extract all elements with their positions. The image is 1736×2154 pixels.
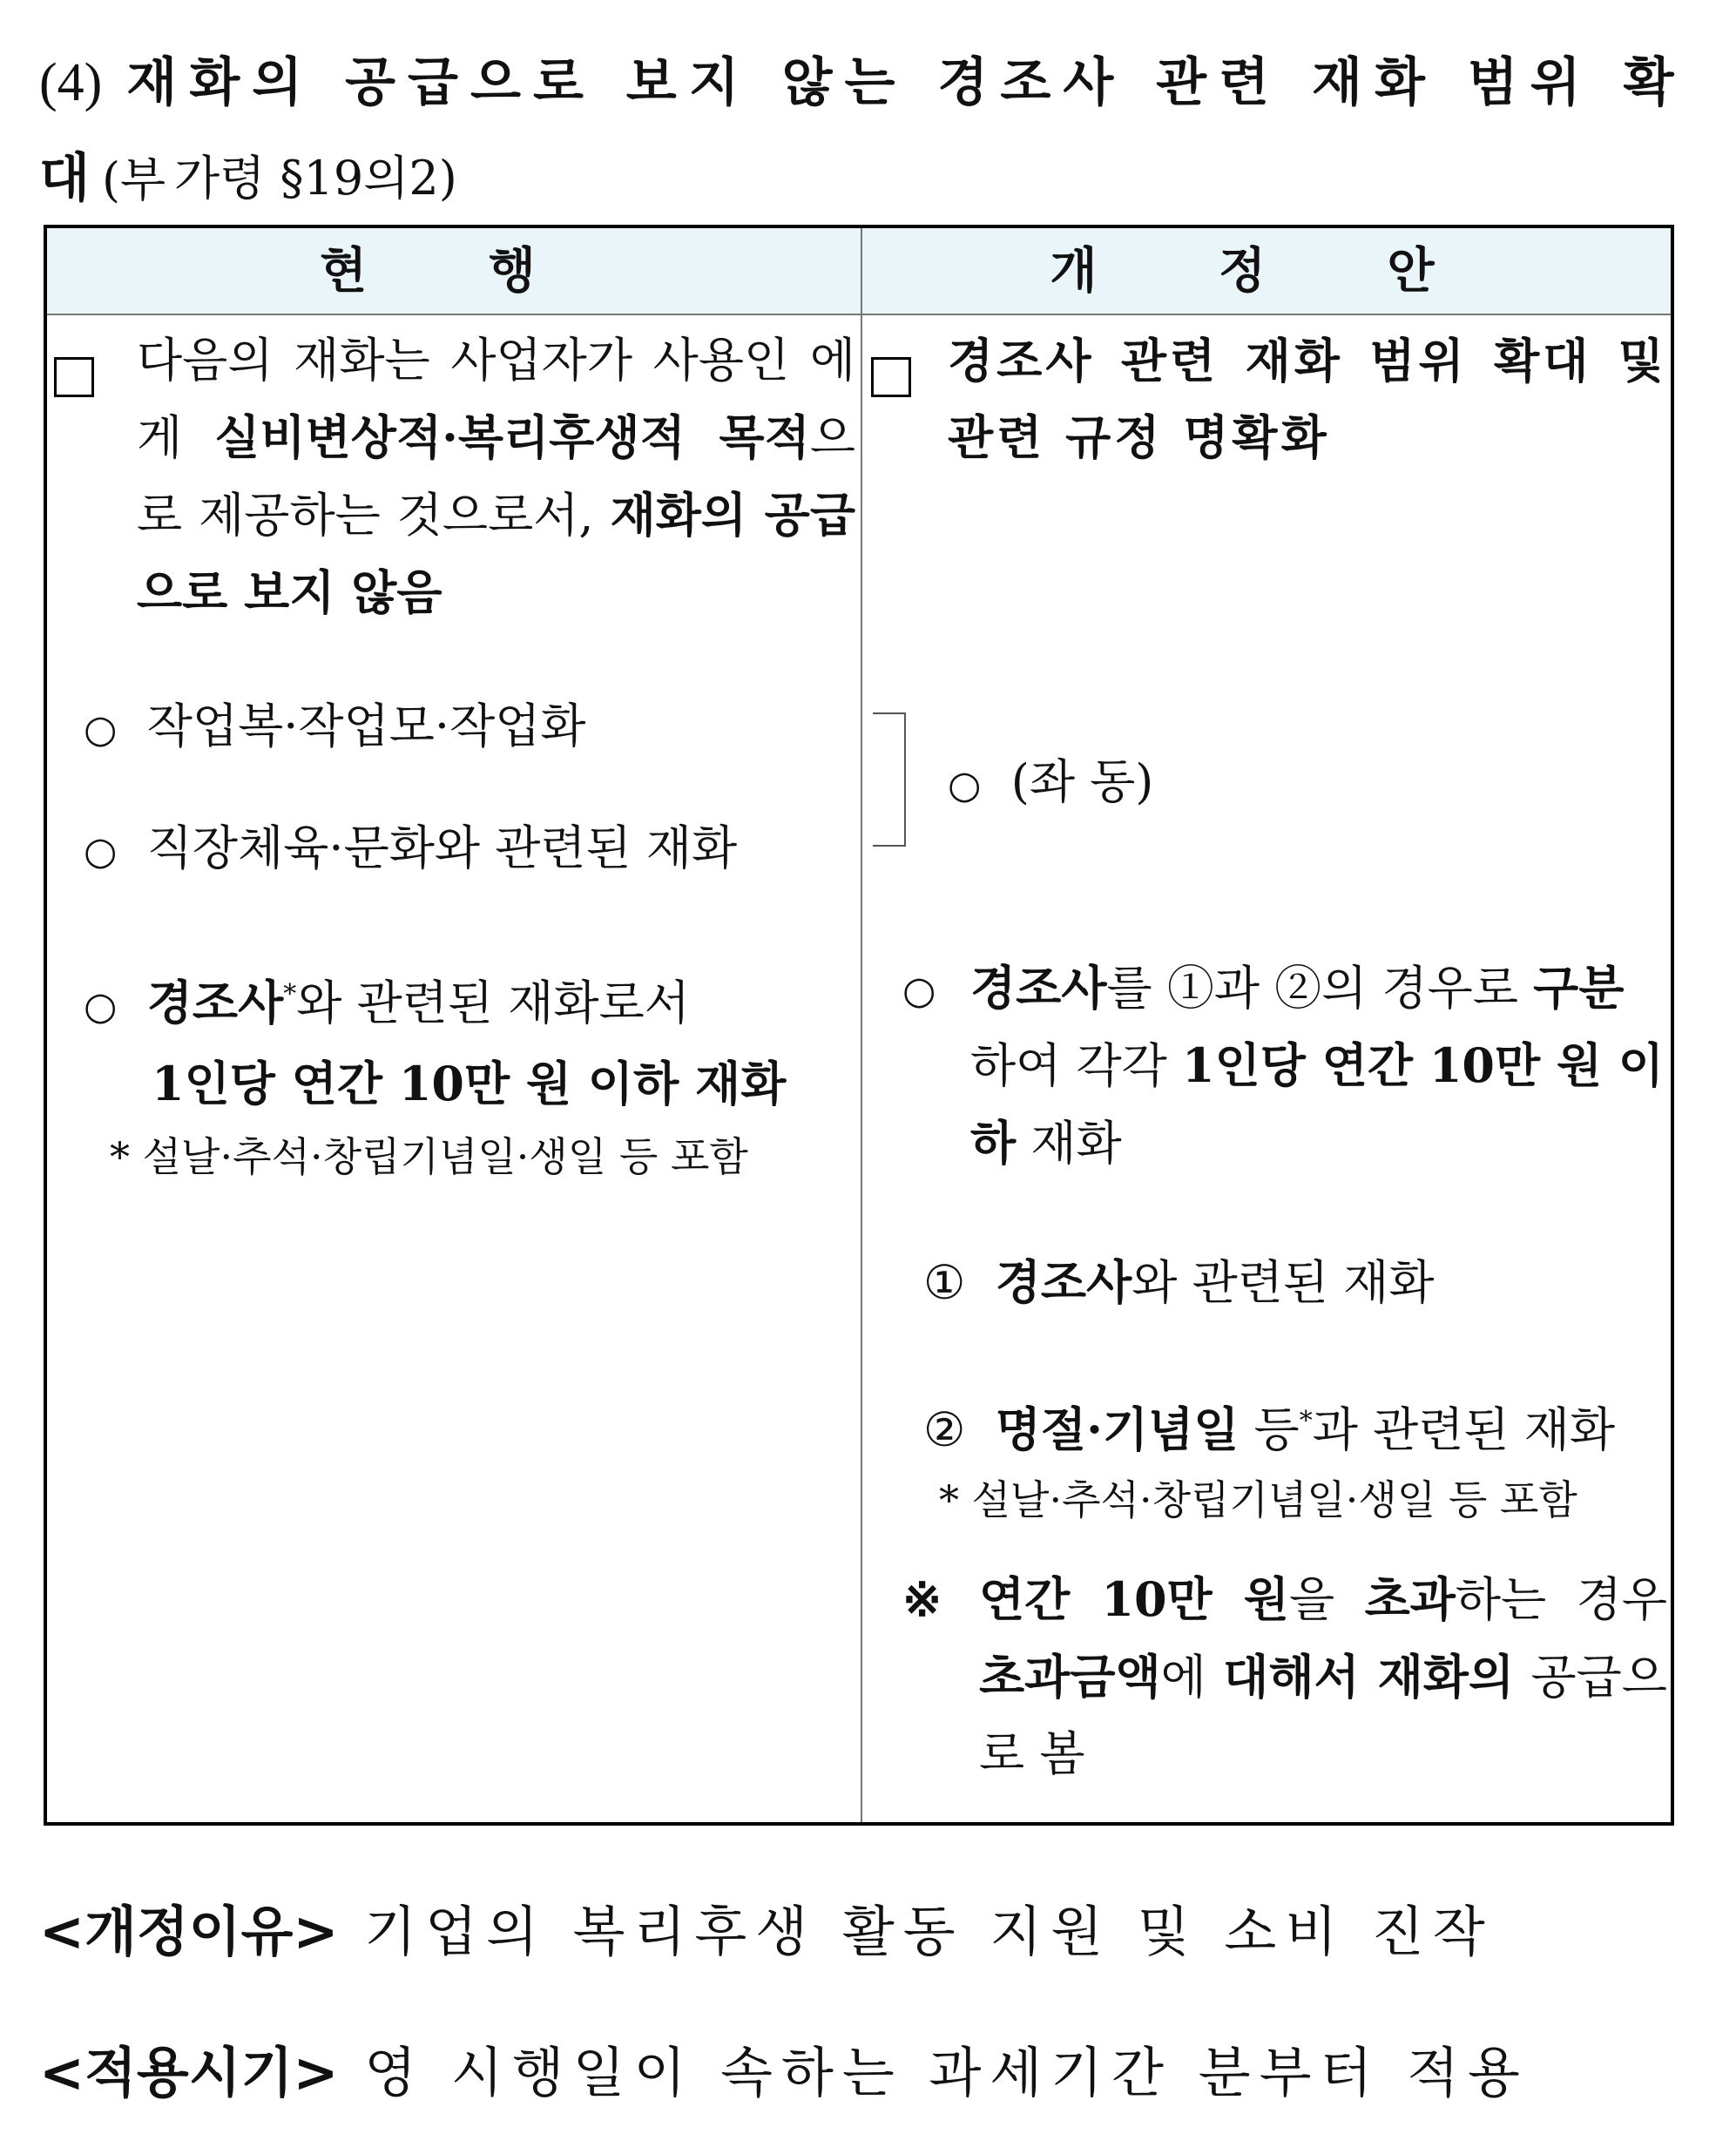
bullet-circle-icon: ○: [902, 969, 936, 1013]
proposed-main-bold3: 1인당 연간 10만 원 이하: [970, 1037, 1665, 1171]
header-current: 현 행: [320, 242, 588, 300]
proposed-same: [948, 744, 1153, 824]
proposed-note: * 설날·추석·창립기념일·생일 등 포함: [939, 1476, 1577, 1523]
current-item-3-star: *: [283, 979, 297, 1009]
current-note: * 설날·추석·창립기념일·생일 등 포함: [110, 1133, 748, 1180]
circled-one-icon: ①: [923, 1255, 966, 1310]
current-item-3-line2: 1인당 연간 10만 원 이하 재화: [152, 1056, 787, 1111]
section-ref: 가령 §19의2): [174, 151, 457, 206]
current-item-1-text: 작업복·작업모·작업화: [146, 699, 586, 753]
current-item-1: [84, 688, 850, 768]
checkbox-square-icon: [54, 357, 94, 397]
current-item-3-bold: 경조사: [146, 975, 284, 1030]
proposed-remark-b3: 초과금액: [979, 1649, 1161, 1705]
circled-two-icon: ②: [923, 1402, 966, 1457]
current-intro-mid: 으로 제공하는 것으로서,: [137, 410, 855, 543]
proposed-main-mid2: 하여 각각: [970, 1038, 1182, 1093]
bullet-circle-icon: ○: [948, 763, 982, 807]
proposed-main-bold2: 구분: [1533, 960, 1625, 1016]
proposed-remark-b2: 초과: [1364, 1571, 1456, 1627]
section-title: 재화의 공급으로 보지 않는 경조사 관련 재화 범위 확대: [39, 52, 1686, 209]
proposed-sub-2-mid: 등: [1239, 1402, 1300, 1457]
checkbox-square-icon: [871, 357, 911, 397]
header-proposed: 개 정 안: [1050, 242, 1487, 300]
current-item-2: [84, 810, 859, 890]
table-header-row: [47, 228, 1671, 315]
proposed-remark-t1: 을: [1288, 1572, 1365, 1627]
proposed-sub-1: [923, 1244, 1672, 1321]
proposed-intro-text: 경조사 관련 재화 범위 확대 및 관련 규정 명확화: [948, 333, 1667, 465]
application-period-text: 영 시행일이 속하는 과세기간 분부터 적용: [364, 2041, 1529, 2104]
reference-mark-icon: ※: [902, 1571, 942, 1627]
proposed-remark-t2: 하는 경우: [1455, 1572, 1667, 1627]
current-item-3-rest: 와 관련된 재화로서: [296, 976, 690, 1030]
current-intro-bold1: 실비변상적·복리후생적 목적: [214, 409, 810, 465]
proposed-main-mid1: 를 ①과 ②의 경우로: [1106, 961, 1534, 1016]
revision-reason-tag: <개정이유>: [39, 1900, 339, 1963]
proposed-sub-1-bold: 경조사: [995, 1254, 1132, 1310]
comparison-table: [44, 225, 1674, 1826]
bullet-circle-icon: ○: [84, 984, 118, 1029]
current-item-2-text: 직장체육·문화와 관련된 재화: [146, 820, 738, 875]
revision-reason: [39, 1888, 1494, 1966]
current-intro-pre: 다음의 재화는 사업자가 사용인 에게: [137, 333, 855, 465]
proposed-remark-t4: 공급으로 봄: [979, 1650, 1667, 1781]
bullet-circle-icon: ○: [84, 707, 118, 752]
proposed-same-text: (좌 동): [1010, 754, 1154, 809]
current-item-3: [84, 956, 859, 1192]
column-divider: [861, 228, 862, 1822]
proposed-sub-2-bold: 명절·기념일: [995, 1401, 1240, 1457]
proposed-remark-t3: 에: [1160, 1650, 1224, 1705]
section-heading: [39, 35, 1694, 228]
proposed-sub-2-rest: 과 관련된 재화: [1312, 1402, 1616, 1457]
proposed-sub-1-rest: 와 관련된 재화: [1131, 1255, 1435, 1310]
section-number: (4): [39, 53, 103, 112]
section-ref-open: (부: [101, 152, 166, 207]
proposed-main-end: 재화: [1016, 1116, 1122, 1171]
proposed-main-bold1: 경조사: [970, 960, 1107, 1016]
current-intro-bold2: 재화의 공급으로 보지 않음: [137, 487, 855, 620]
bullet-circle-icon: ○: [84, 829, 118, 874]
revision-reason-text: 기업의 복리후생 활동 지원 및 소비 진작: [364, 1900, 1494, 1963]
proposed-remark-b4: 대해서 재화의: [1223, 1649, 1515, 1705]
proposed-sub-2: [923, 1383, 1672, 1469]
proposed-remark-b1: 연간 10만 원: [979, 1571, 1289, 1627]
application-period-tag: <적용시기>: [39, 2041, 339, 2104]
bracket-line: [873, 712, 906, 847]
application-period: [39, 2029, 1529, 2107]
proposed-sub-2-star: *: [1299, 1406, 1313, 1436]
